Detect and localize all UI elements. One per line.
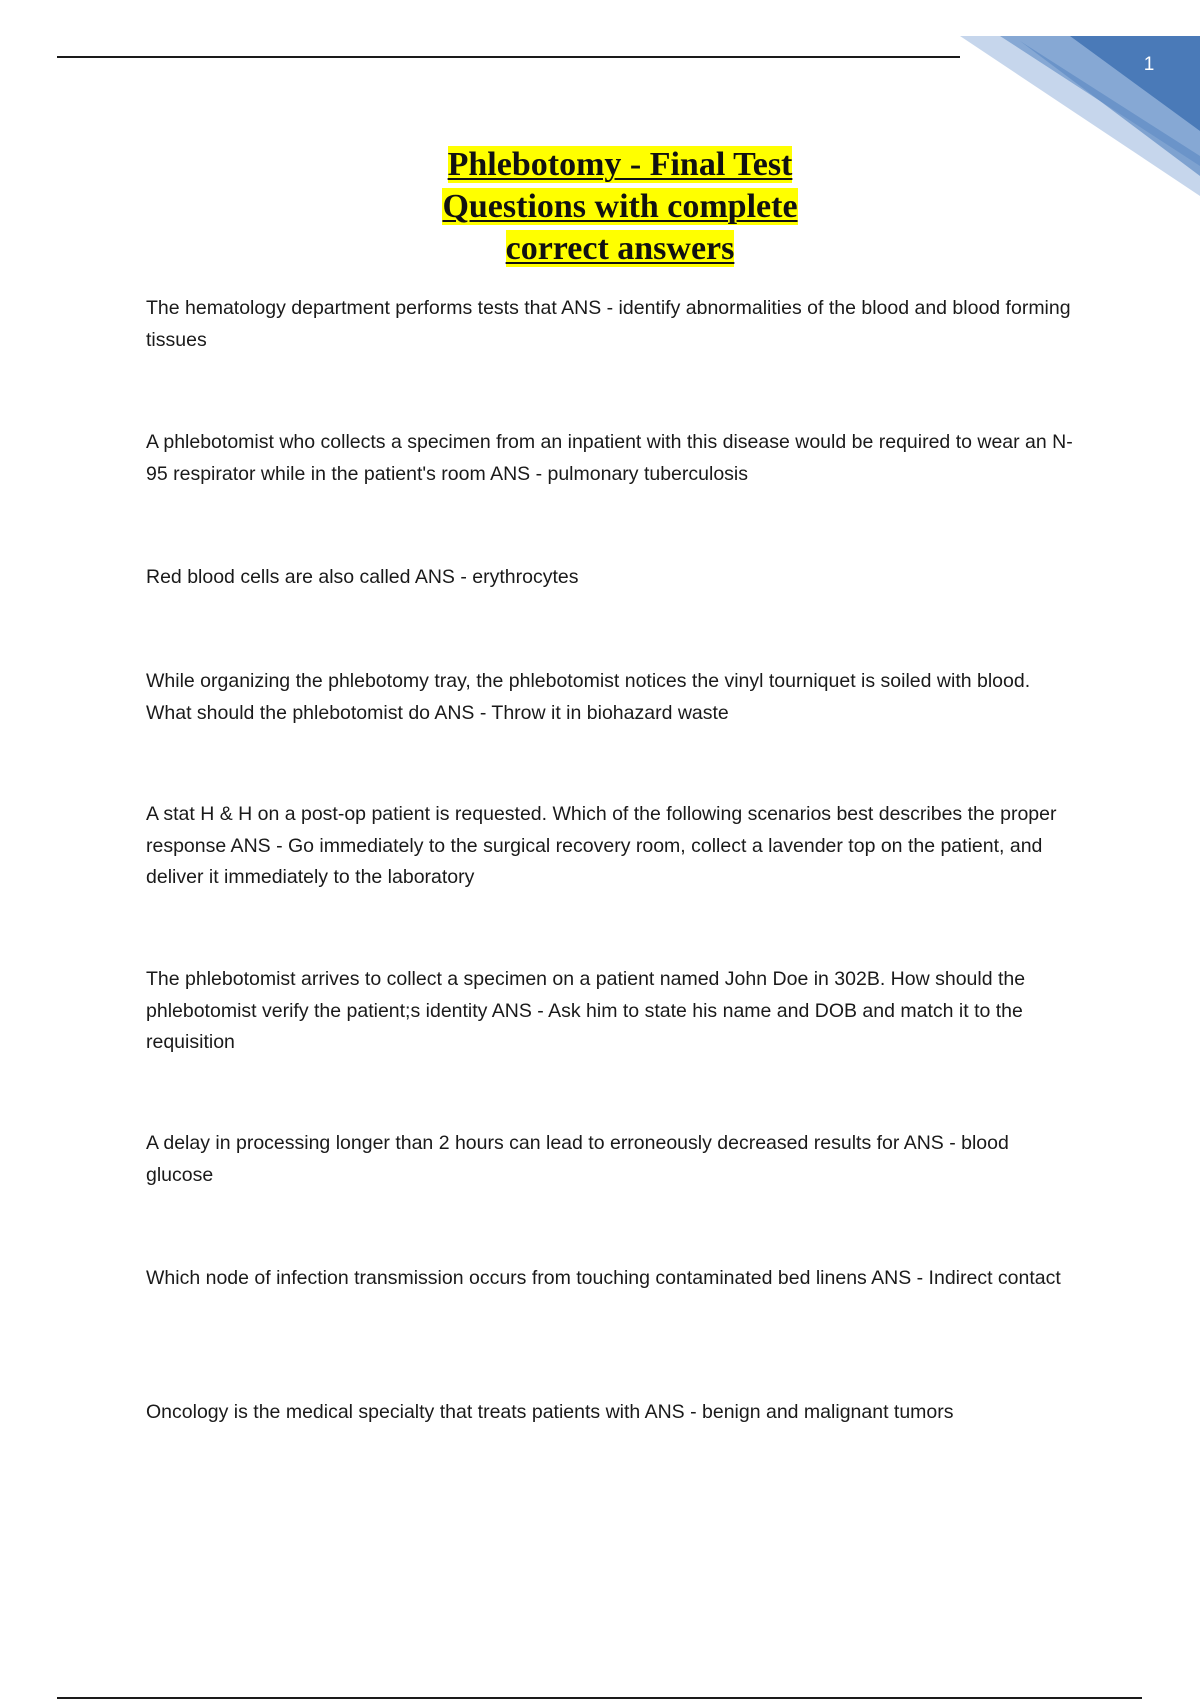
qa-item: The phlebotomist arrives to collect a specimen on a patient named John Doe in 302B. How should the phlebotomist verify the patient;s identity ANS - Ask him to state his name and DOB and match it to the requisition	[146, 968, 1026, 1053]
qa-item: The hematology department performs tests that ANS - identify abnormalities of the blood and blood forming tissues	[146, 297, 1071, 351]
title-line	[330, 228, 910, 270]
footer-rule	[57, 1697, 1142, 1699]
qa-item: Which node of infection transmission occurs from touching contaminated bed linens ANS - Indirect contact	[146, 1267, 1061, 1289]
qa-item: A delay in processing longer than 2 hours can lead to erroneously decreased results for ANS - blood glucose	[146, 1132, 1009, 1186]
title-line-text: correct answers	[505, 230, 735, 267]
title-line	[330, 144, 910, 186]
qa-item: Oncology is the medical specialty that treats patients with ANS - benign and malignant tumors	[146, 1401, 954, 1423]
corner-decoration	[960, 36, 1200, 196]
title-line	[330, 186, 910, 228]
qa-item: A phlebotomist who collects a specimen from an inpatient with this disease would be required to wear an N-95 respirator while in the patient's room ANS - pulmonary tuberculosis	[146, 431, 1073, 485]
page-number: 1	[1143, 54, 1155, 75]
qa-item: Red blood cells are also called ANS - erythrocytes	[146, 566, 579, 588]
title-line-text: Phlebotomy - Final Test	[447, 146, 793, 183]
document-title	[330, 144, 910, 270]
qa-item: A stat H & H on a post-op patient is requested. Which of the following scenarios best describes the proper response ANS - Go immediately to the surgical recovery room, collect a lavender top on the patient, and deliver it immediately to the laboratory	[146, 803, 1057, 888]
title-line-text: Questions with complete	[442, 188, 798, 225]
header-rule	[57, 56, 960, 58]
qa-item: While organizing the phlebotomy tray, the phlebotomist notices the vinyl tourniquet is soiled with blood. What should the phlebotomist do ANS - Throw it in biohazard waste	[146, 670, 1031, 724]
